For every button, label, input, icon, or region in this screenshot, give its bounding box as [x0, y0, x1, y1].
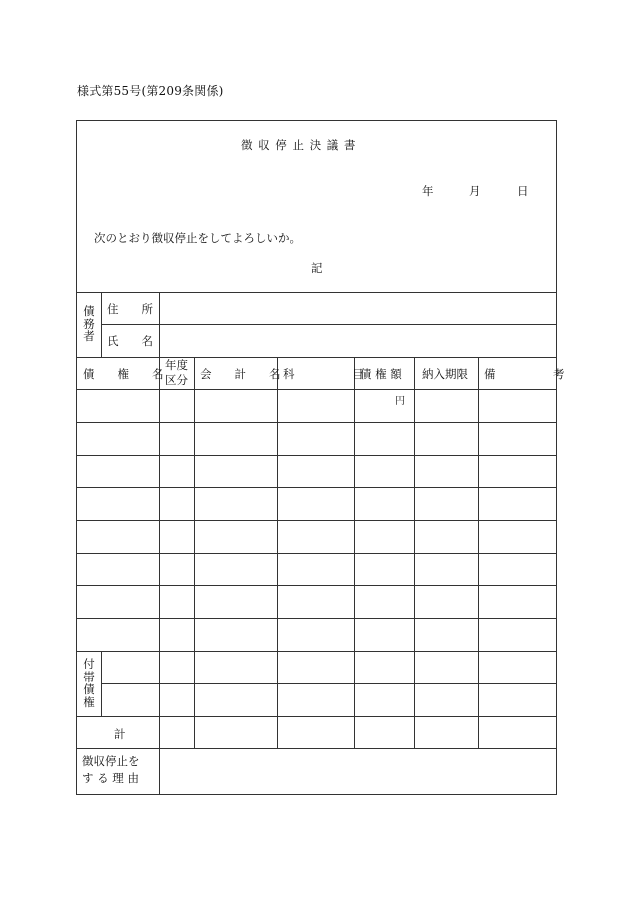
col-claim-amount: 債 権 額: [360, 367, 402, 381]
date-month-label: 月: [469, 184, 481, 198]
column-header-bottom-line: [77, 389, 556, 390]
row-line: [77, 520, 556, 521]
col-fiscal-year: 年度 区分: [165, 358, 188, 387]
date-day-label: 日: [517, 184, 529, 198]
document-title: 徴 収 停 止 決 議 書: [241, 138, 357, 152]
address-label: 住 所: [107, 302, 153, 316]
debtor-group-divider: [101, 292, 102, 357]
name-label: 氏 名: [107, 334, 153, 348]
debtor-mid-line: [101, 324, 556, 325]
reason-label-divider: [159, 748, 160, 794]
row-line: [77, 455, 556, 456]
fiscal-year-divider: [194, 357, 195, 748]
row-line: [77, 487, 556, 488]
amount-divider: [414, 357, 415, 748]
total-top-line: [77, 716, 556, 717]
row-line: [77, 422, 556, 423]
ki-label: 記: [311, 261, 323, 275]
approval-statement: 次のとおり徴収停止をしてよろしいか。: [94, 231, 301, 245]
row-line: [77, 651, 556, 652]
item-divider: [354, 357, 355, 748]
col-item: 科 目: [283, 367, 364, 381]
debtor-bottom-line: [77, 357, 556, 358]
col-account-name: 会 計 名: [200, 367, 281, 381]
date-year-label: 年: [422, 184, 434, 198]
form-frame: [76, 120, 565, 795]
form-number: 様式第55号(第209条関係): [77, 84, 224, 98]
claim-name-divider: [159, 357, 160, 748]
row-line: [77, 618, 556, 619]
debtor-group-label: 債 務 者: [83, 304, 95, 343]
ancillary-mid-line: [101, 683, 556, 684]
ancillary-claims-label: 付 帯 債 権: [83, 657, 95, 709]
col-remarks: 備 考: [484, 367, 565, 381]
header-bottom-line: [77, 292, 556, 293]
currency-unit: 円: [395, 396, 405, 407]
account-divider: [277, 357, 278, 748]
reason-top-line: [77, 748, 556, 749]
due-date-divider: [478, 357, 479, 748]
row-line: [77, 553, 556, 554]
debtor-value-divider: [159, 292, 160, 357]
ancillary-group-divider: [101, 651, 102, 716]
col-due-date: 納入期限: [422, 367, 468, 381]
total-label: 計: [114, 727, 126, 741]
row-line: [77, 585, 556, 586]
col-claim-name: 債 権 名: [83, 367, 164, 381]
reason-label: 徴収停止を す る 理 由: [82, 754, 140, 785]
